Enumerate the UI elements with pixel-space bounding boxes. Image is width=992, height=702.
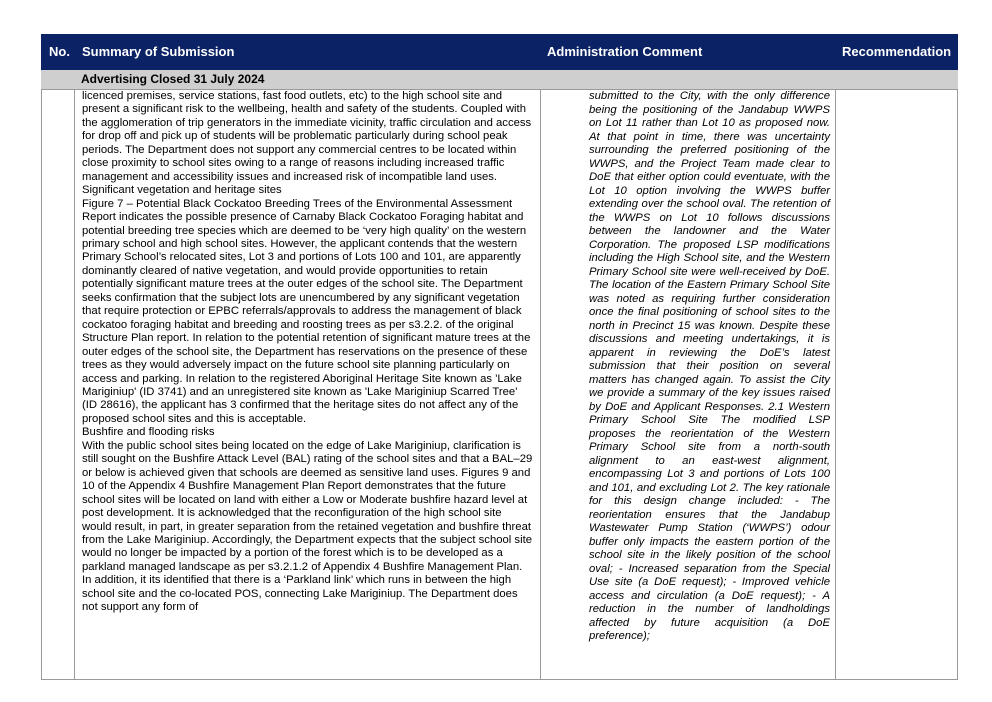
- header-recommendation: Recommendation: [842, 44, 952, 59]
- cell-border: [835, 90, 836, 679]
- header-comment: Administration Comment: [547, 44, 703, 59]
- section-band: [41, 70, 958, 90]
- section-title: Advertising Closed 31 July 2024: [81, 72, 265, 86]
- cell-border: [540, 90, 541, 679]
- summary-paragraph: With the public school sites being located on the edge of Lake Mariginiup, clarification is still sought on the Bushfire Attack Level (BAL) rating of the school sites and that a BAL–29 or below is achieved given that schools are deemed as sensitive land uses. Figures 9 and 10 of the Appendix 4 Bushfire Management Plan Report demonstrates that the future school sites will be located on land with either a Low or Moderate bushfire hazard level at post development. It is acknowledged that the reconfiguration of the high school site would result, in part, in greater separation from the retained vegetation and bushfire threat from the Lake Mariginiup. Accordingly, the Department expects that the subject school site would no longer be impacted by a portion of the forest which is to be developed as a parkland managed landscape as per s3.2.1.2 of Appendix 4 Bushfire Management Plan. In addition, it its identified that there is a ‘Parkland link’ which runs in between the high school site and the co-located POS, connecting Lake Mariginiup. The Department does not support any form of: [82, 439, 533, 614]
- table-row: [41, 90, 958, 680]
- comment-cell: submitted to the City, with the only difference being the positioning of the Jandabup WWPS on Lot 11 rather than Lot 10 as proposed now. At that point in time, there was uncertainty surrounding the preferred positioning of the WWPS, and the Project Team made clear to DoE that either option could eventuate, with the Lot 10 option involving the WWPS buffer extending over the school oval. The retention of the WWPS on Lot 10 follows discussions between the landowner and the Water Corporation. The proposed LSP modifications including the High School site, and the Western Primary School site were well-received by DoE. The location of the Eastern Primary School Site was noted as requiring further consideration once the final positioning of school sites to the north in Precinct 15 was known. Despite these discussions and meeting undertakings, it is apparent in reviewing the DoE’s latest submission that their position on several matters has changed again. To assist the City we provide a summary of the key issues raised by DoE and Applicant Responses. 2.1 Western Primary School Site The modified LSP proposes the reorientation of the Western Primary School site from a north-south alignment to an east-west alignment, encompassing Lot 3 and portions of Lots 100 and 101, and excluding Lot 2. The key rationale for this design change included: - The reorientation ensures that the Jandabup Wastewater Pump Station (‘WWPS’) odour buffer only impacts the eastern portion of the school site in the likely position of the school oval; - Increased separation from the Special Use site (a DoE request); - Improved vehicle access and circulation (a DoE request); - A reduction in the number of landholdings affected by future acquisition (a DoE preference);: [589, 90, 830, 642]
- summary-heading: Significant vegetation and heritage sites: [82, 184, 282, 197]
- summary-heading: Bushfire and flooding risks: [82, 426, 215, 439]
- cell-border: [957, 90, 958, 679]
- cell-border: [74, 90, 75, 679]
- header-no: No.: [49, 44, 70, 59]
- cell-border: [41, 90, 42, 679]
- summary-cell: [82, 90, 534, 615]
- table-header: [41, 34, 958, 70]
- summary-paragraph: Figure 7 – Potential Black Cockatoo Breeding Trees of the Environmental Assessment Report indicates the possible presence of Carnaby Black Cockatoo Foraging habitat and potential breeding tree species which are deemed to be ‘very high quality’ on the western primary school and high school sites. However, the applicant contends that the western Primary School’s relocated sites, Lot 3 and portions of Lots 100 and 101, are apparently dominantly cleared of native vegetation, and would provide opportunities to retain potentially significant mature trees at the outer edges of the school site. The Department seeks confirmation that the subject lots are unencumbered by any significant vegetation that require protection or EPBC referrals/approvals to address the management of black cockatoo foraging habitat and breeding and roosting trees as per s3.2.2. of the original Structure Plan report. In relation to the potential retention of significant mature trees at the outer edges of the school site, the Department has reservations on the presence of these trees as they would adversely impact on the future school site planning particularly on access and parking. In relation to the registered Aboriginal Heritage Site known as 'Lake Mariginiup' (ID 3741) and an unregistered site known as 'Lake Mariginiup Scarred Tree' (ID 28616), the applicant has 3 confirmed that the heritage sites do not affect any of the proposed school sites and this is acceptable.: [82, 197, 531, 425]
- summary-paragraph: licenced premises, service stations, fast food outlets, etc) to the high school site and present a significant risk to the wellbeing, health and safety of the students. Coupled with the agglomeration of trip generators in the immediate vicinity, traffic circulation and access for drop off and pick up of students will be problematic particularly during school peak periods. The Department does not support any commercial centres to be located within close proximity to school sites owing to a range of reasons including increased traffic management and accessibility issues and increased risk of incompatible land uses.: [82, 90, 532, 183]
- header-summary: Summary of Submission: [82, 44, 235, 59]
